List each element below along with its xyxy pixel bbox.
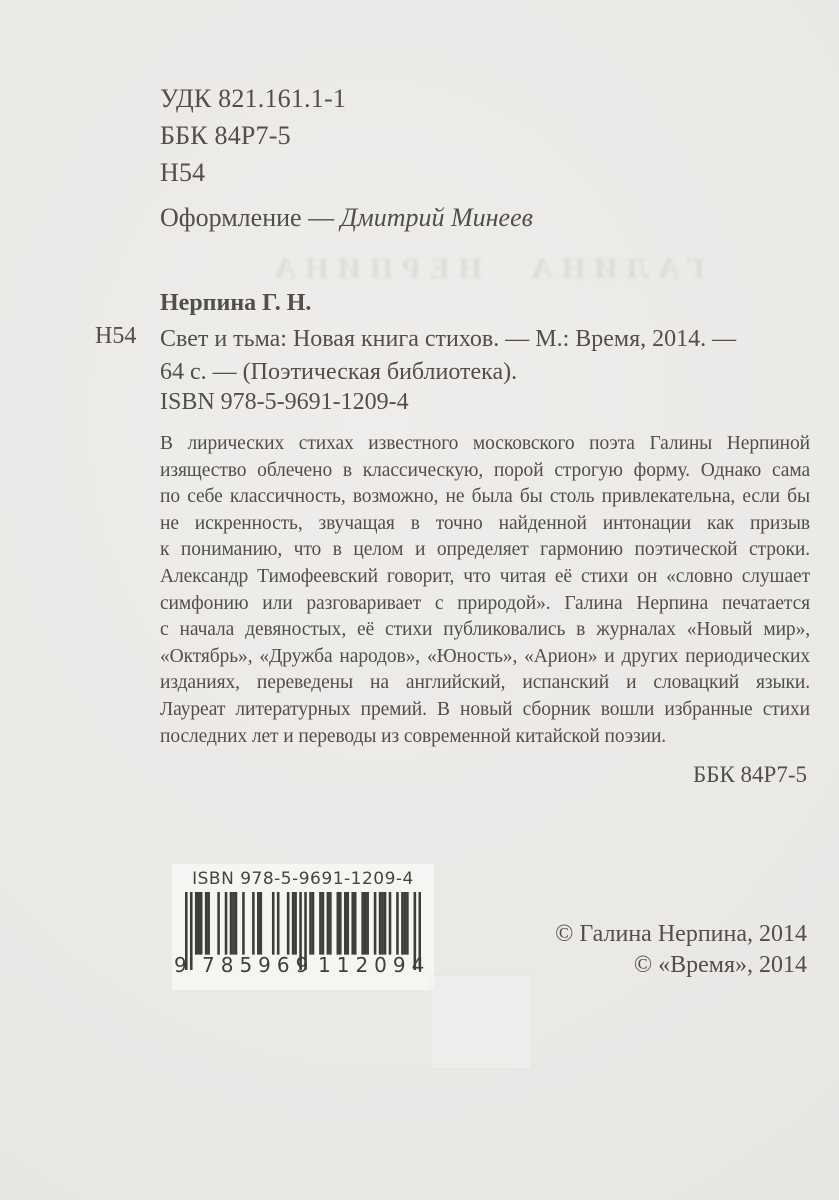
classification-block [160,80,346,191]
annotation-line: Александр Тимофеевский говорит, что читая её стихи он «словно слушает [160,565,810,587]
design-credit-label: Оформление — [160,203,341,232]
annotation-line: по себе классичность, возможно, не была бы столь привлекательна, если бы [160,486,810,508]
showthrough-box [430,975,532,1069]
annotation-line: изданиях, переведены на английский, испанский и словацкий языки. [160,672,810,694]
bbk-number: ББК 84Р7-5 [160,121,291,150]
annotation-line: с начала девяностых, её стихи публиковались в журналах «Новый мир», [160,619,810,641]
udk-number: УДК 821.161.1-1 [160,84,347,113]
design-credit [160,203,533,233]
annotation-line: Лауреат литературных премий. В новый сборник вошли избранные стихи [160,698,810,720]
designer-name: Дмитрий Минеев [340,203,533,232]
catalog-card-entry [160,323,820,389]
showthrough-title-text: ГАЛИНА НЕРПИНА [265,252,705,285]
catalog-entry-line: Свет и тьма: Новая книга стихов. — М.: Время, 2014. — [160,326,737,352]
annotation-paragraph [160,431,810,750]
annotation-line: последних лет и переводы из современной китайской поэзии. [160,725,667,747]
annotation-line: «Октябрь», «Дружба народов», «Юность», «Арион» и других периодических [160,645,810,667]
bbk-footer: ББК 84Р7-5 [693,762,807,787]
barcode-digits-left: 785969 [202,953,315,977]
copyright-author-line: © Галина Нерпина, 2014 [555,921,807,947]
annotation-line: к пониманию, что в целом и определяет гармонию поэтической строки. [160,539,810,561]
catalog-card-author: Нерпина Г. Н. [160,290,312,316]
annotation-line: не искренность, звучащая в точно найденной интонации как призыв [160,512,810,534]
catalog-card-sign: Н54 [95,323,137,349]
annotation-line: В лирических стихах известного московского поэта Галины Нерпиной [160,433,810,454]
annotation-line: симфонию или разговаривает с природой». Галина Нерпина печатается [160,592,810,614]
copyright-publisher-line: © «Время», 2014 [633,952,807,978]
copyright-block [555,919,807,981]
author-sign: Н54 [160,158,206,187]
barcode-digits-right: 112094 [318,953,431,977]
barcode-digits [172,953,434,979]
catalog-entry-line: 64 с. — (Поэтическая библиотека). [160,359,518,385]
catalog-card-isbn: ISBN 978-5-9691-1209-4 [160,389,409,415]
annotation-line: изящество облечено в классическую, порой строгую форму. Однако сама [160,459,810,481]
isbn-barcode [172,864,434,990]
barcode-digit-first: 9 [174,953,187,977]
barcode-isbn-label: ISBN 978-5-9691-1209-4 [192,869,414,889]
